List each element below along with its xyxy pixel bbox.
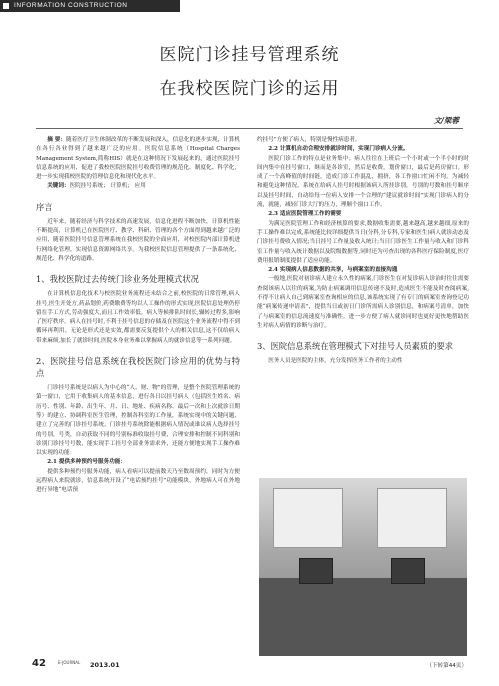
left-column [36, 136, 240, 496]
photo-window-left [273, 488, 343, 548]
right-column [257, 136, 469, 367]
journal-name: E-JOURNAL [58, 660, 81, 665]
photo-monitor-left [299, 558, 333, 584]
page-number: 42 [32, 658, 46, 669]
header-banner-text: INFORMATION CONSTRUCTION [14, 2, 128, 9]
abstract-text: 随着医疗卫生体制改革的不断发展和深入，信息化的逐步实现，计算机在各行各业得到了越来越广泛的应用。医院信息系统（Hospital Charges Management System,简称HIS）就是在这种情况下发展起来的，通过医院挂号信息系统的应用，促进了我校医院医院挂号收费管理的规范化、制度化、科学化，进一步实现我校医院的管理信息化和现代化水平。 [36, 137, 240, 181]
section2-heading: 2、医院挂号信息系统在我校医院门诊应用的优势与特点 [36, 356, 240, 379]
author: 文/梁蓉 [433, 116, 459, 125]
section2-text: 门诊挂号系统是以病人为中心的“人、财、物”的管理，是整个医院管理系统的第一窗口，它用于收集病人的基本信息，进行各日以挂号病人（包括医生姓名、病历号、性别、年龄、出生年、月、日、地址、疾病名称、最后一次和上次就诊日期等）的建立、协调科室医生管理，控制各科室的工作量，系统实现中的关键问题，建立了完善的门诊挂号系统。门诊挂号系统除能根据病人情况或谁议病人选择挂号的号别，号类，自动获取不同的号别标准收取挂号费，合理安排和控制不同科别和诊别门诊挂号号数，能实现手工挂号全部业务需求外，还能方便地实现手工操作难以实现的功能： [36, 385, 240, 457]
subsection22-heading: 2.2 计算机自动合理安排就诊时间，实现门诊病人分流。 [268, 146, 409, 153]
subsection21-heading: 2.1 提供多种预约号服务功能： [47, 459, 126, 466]
section3-text: 医务人员是医院的主体，充分发挥医务工作者的主动性 [268, 358, 403, 365]
subsection23-text: 为满足医院管理工作和经济核算的要求,数据收集需要,越来越高,越来越细,原来的手工操作难以完成,系统能比较详细提供当日(分科,分专科,专家和医生)病人就诊动态及门诊挂号费收入情况;当日挂号工作量及收入统计;当日门诊医生工作量与收入和门诊科室工作量与收入统计数据以及院级数据等,同时还为可查出现的各科医疗保险制度,医疗费用报销制度提供了适应功能。 [257, 220, 469, 264]
section1-text: 在计算机信息化技术与校医院业务流程还未结合之前,校医院的日常管理,病人挂号,医生开处方,药品划价,药费缴费等均以人工操作的形式实现,医院信息处理仍停留在手工方式,劳动强度大,而且工作效率低。病人等候排队时间长,辗转过程多,影响了医疗秩序。病人在挂号时,不利于挂号信息的存储及在医院这个业务流程中得不到循环再利用。无论是形式还是实效,都需要反复提供个人的相关信息,这不仅给病人带来麻烦,加长了就诊时间,医院本身业务难以掌握病人的就诊信息等一系列问题。 [36, 291, 240, 344]
section1-heading: 1、我校医院过去传统门诊业务处理模式状况 [36, 274, 199, 285]
continued-caption: （下转第44页） [426, 663, 467, 669]
preface-heading: 序言 [36, 201, 53, 212]
subsection23-heading: 2.3 适应医院管理工作的需要 [268, 211, 342, 218]
right-lead-text: 约挂号”方便了病人，特别是慢性病患者。 [257, 137, 361, 143]
photo-window-right [377, 488, 447, 548]
header-banner [0, 0, 180, 12]
photo-monitor-right [391, 558, 425, 584]
keywords [36, 182, 240, 191]
keywords-label: 关键词： [47, 183, 70, 190]
photo-counter [259, 578, 467, 656]
keywords-text: 医院挂号系统； 计算机； 应用 [69, 183, 146, 190]
subsection24-heading: 2.4 实现病人信息数据的共享，与病案室的直接沟通 [268, 267, 398, 274]
header-rule [36, 128, 463, 129]
banner-square-icon [3, 3, 9, 9]
subsection21-text: 提供多种预约号服务功能，病人看病可以提前数天乃至数周预约，同时为方便远程病人来院就诊，信息系统开设了“电话预约挂号”功能模块，外地病人可在外地进行异地“电话预 [36, 468, 240, 494]
section3-heading: 3、医院信息系统在管理模式下对挂号人员素质的要求 [257, 341, 454, 352]
preface-text: 近年来，随着经济与科学技术的高速发展，信息化进程不断加快，计算机性能不断提高，计算机已在医院医疗、教学、科研、管理的各个方面得到越来越广泛的应用，随着医院挂号信息管理系统在我校医院的全面应用，对校医院内部计算机进行网络化管理，实现信息资源网络共享。为我校医院信息管理提供了一条系统化、规范化、科学化的道路。 [36, 218, 240, 262]
article-title-line2: 在我校医院门诊的运用 [159, 79, 340, 99]
year-issue: 2013.01 [90, 661, 120, 669]
article-title-line1: 医院门诊挂号管理系统 [159, 45, 340, 65]
subsection24-text: 一般地,医院对初诊病人建立永久性的病案,门诊医生在对复诊病人诊治时往往需要查阅该病人以往的病案,为防止病案调用信息传递不及时,造成医生不能及时查阅病案,不得不让病人自己到病案室查询相应的信息,该系统实现了有专门的病案室查询登记功能“病案传递申请表”，提供当日或初日门诊所需病人诊别信息，和病案号清单，加快了与病案室的信息流速度与准确性。进一步方便了病人就诊同时也更好更快地帮助医生对病人病情的诊断与治疗。 [257, 276, 469, 329]
subsection22-text: 医院门诊工作的特点是业务集中；病人往往在上班后一个小时或一个半小时的时间内集中在挂号窗口，继而是各诊室，然后是收费，划价窗口，最后是药房窗口。形成了一个高峰值的时间链，造成门诊工作混乱，拥挤，各工作窗口忙闲不均。为减轻和避免这种情况，系统在给病人挂号时根据该病人所挂诊别，号别的号数和挂号顺序以及挂号时间，自动给每一位病人安排一个合理的“建议就诊时间”实现门诊病人的分流，就能，减轻门诊大厅的压力，理顺个窗口工作。 [257, 155, 469, 209]
abstract [36, 136, 240, 182]
abstract-label: 摘 要： [47, 137, 66, 143]
hospital-counter-photo [259, 478, 467, 656]
